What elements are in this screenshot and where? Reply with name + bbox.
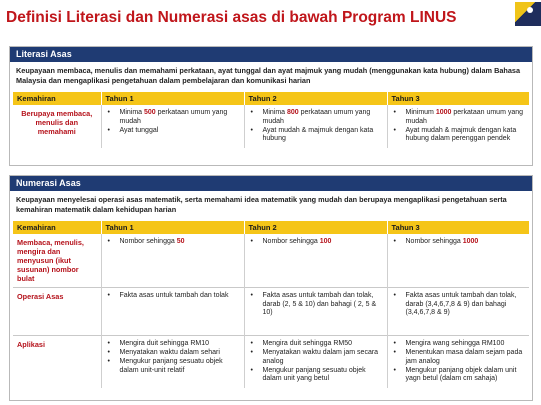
text-pre: Minima: [119, 109, 145, 116]
tahun-2-cell: [244, 336, 387, 389]
row-label: Aplikasi: [13, 336, 101, 389]
list-item: [249, 109, 383, 126]
list-item: [106, 109, 240, 126]
list-item: • Ayat mudah & majmuk dengan kata hubung: [249, 127, 383, 144]
tahun-2-cell: [244, 105, 387, 148]
literasi-description: Keupayaan membaca, menulis dan memahami perkataan, ayat tunggal dan ayat majmuk yang mudah (menggunakan kata hubung) dalam Bahasa Malaysia dan mengaplikasi pengetahuan dalam pembelajaran dan komunikasi harian: [16, 66, 521, 85]
col-tahun-2: Tahun 2: [244, 221, 387, 234]
list-item: [106, 238, 240, 247]
page-title: Definisi Literasi dan Numerasi asas di bawah Program LINUS: [6, 9, 457, 26]
list-item: • Menentukan masa dalam sejam pada jam analog: [392, 349, 526, 366]
row-label: Operasi Asas: [13, 288, 101, 336]
list-item: • Menyatakan waktu dalam jam secara analog: [249, 349, 383, 366]
list-item: [249, 238, 383, 247]
literasi-heading: Literasi Asas: [10, 47, 532, 62]
tahun-2-cell: [244, 288, 387, 336]
numerasi-heading: Numerasi Asas: [10, 176, 532, 191]
col-tahun-3: Tahun 3: [387, 221, 529, 234]
list-item: • Menyatakan waktu dalam sehari: [106, 349, 240, 358]
tahun-1-cell: [101, 336, 244, 389]
list-item: • Mengira duit sehingga RM10: [106, 340, 240, 349]
logo-dot: [527, 7, 533, 13]
table-row: [13, 105, 529, 148]
numerasi-table-header: [13, 221, 529, 234]
list-item: • Ayat tunggal: [106, 127, 240, 136]
col-tahun-1: Tahun 1: [101, 92, 244, 105]
col-kemahiran: Kemahiran: [13, 92, 101, 105]
list-item: • Mengira wang sehingga RM100: [392, 340, 526, 349]
list-item: • Mengukur panjang sesuatu objek dalam unit yang betul: [249, 367, 383, 384]
list-item: • Mengukur panjang sesuatu objek dalam unit-unit relatif: [106, 358, 240, 375]
text-post: perkataan umum yang mudah: [262, 109, 371, 125]
highlight-number: 50: [176, 238, 185, 245]
list-item: • Fakta asas untuk tambah dan tolak: [106, 292, 240, 301]
row-label: Berupaya membaca, menulis dan memahami: [13, 105, 101, 148]
text-pre: Nombor sehingga: [262, 238, 320, 245]
list-item: • Fakta asas untuk tambah dan tolak, darab (3,4,6,7,8 & 9) dan bahagi (3,4,6,7,8 & 9): [392, 292, 526, 318]
list-item: • Ayat mudah & majmuk dengan kata hubung dalam perenggan pendek: [392, 127, 526, 144]
text-post: perkataan umum yang mudah: [405, 109, 524, 125]
text-pre: Nombor sehingga: [405, 238, 463, 245]
list-item: • Mengukur panjang objek dalam unit yagn betul (dalam cm sahaja): [392, 367, 526, 384]
col-tahun-1: Tahun 1: [101, 221, 244, 234]
literasi-table: [13, 92, 529, 148]
text-post: perkataan umum yang mudah: [119, 109, 228, 125]
numerasi-description: Keupayaan menyelesai operasi asas matematik, serta memahami idea matematik yang mudah dan berupaya mengaplikasi pengetahuan serta kemahiran matematik dalam kehidupan harian: [16, 195, 507, 214]
literasi-panel: [9, 46, 533, 166]
list-item: [392, 238, 526, 247]
list-item: • Mengira duit sehingga RM50: [249, 340, 383, 349]
tahun-3-cell: [387, 336, 529, 389]
tahun-3-cell: [387, 105, 529, 148]
tahun-3-cell: [387, 288, 529, 336]
numerasi-panel: [9, 175, 533, 401]
text-pre: Minima: [262, 109, 288, 116]
highlight-number: 500: [144, 109, 156, 116]
tahun-1-cell: [101, 288, 244, 336]
text-pre: Nombor sehingga: [119, 238, 177, 245]
highlight-number: 1000: [462, 238, 479, 245]
logo-icon: [515, 2, 541, 26]
highlight-number: 800: [287, 109, 299, 116]
text-pre: Minimum: [405, 109, 436, 116]
table-row: [13, 336, 529, 389]
tahun-1-cell: [101, 105, 244, 148]
table-row: [13, 234, 529, 288]
tahun-3-cell: [387, 234, 529, 288]
highlight-number: 1000: [435, 109, 452, 116]
highlight-number: 100: [319, 238, 332, 245]
tahun-2-cell: [244, 234, 387, 288]
table-row: [13, 288, 529, 336]
literasi-table-header: [13, 92, 529, 105]
list-item: [392, 109, 526, 126]
row-label: Membaca, menulis, mengira dan menyusun (ikut susunan) nombor bulat: [13, 234, 101, 288]
col-tahun-3: Tahun 3: [387, 92, 529, 105]
numerasi-table: [13, 221, 529, 388]
col-tahun-2: Tahun 2: [244, 92, 387, 105]
tahun-1-cell: [101, 234, 244, 288]
list-item: • Fakta asas untuk tambah dan tolak, darab (2, 5 & 10) dan bahagi ( 2, 5 & 10): [249, 292, 383, 318]
col-kemahiran: Kemahiran: [13, 221, 101, 234]
